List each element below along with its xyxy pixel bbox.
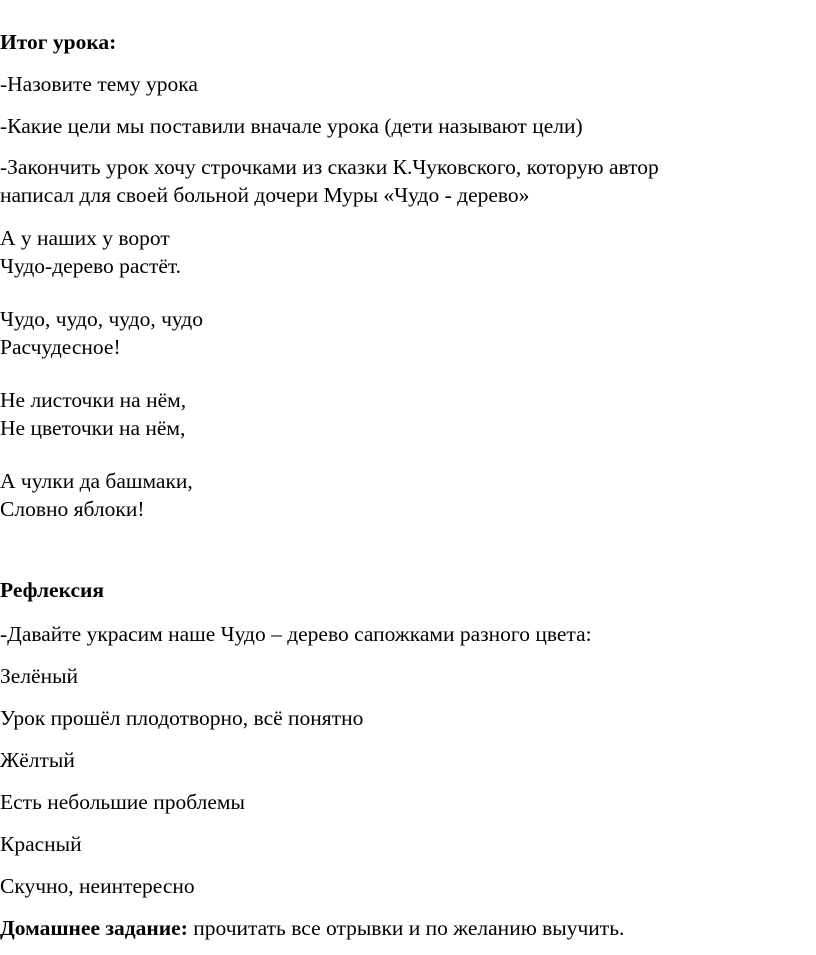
poem-line: Не цветочки на нём, <box>0 416 186 440</box>
reflection-color-red: Красный <box>0 832 82 856</box>
reflection-meaning-green: Урок прошёл плодотворно, всё понятно <box>0 706 364 730</box>
poem-line: Чудо-дерево растёт. <box>0 254 182 278</box>
reflection-meaning-red: Скучно, неинтересно <box>0 874 195 898</box>
homework-label: Домашнее задание: <box>0 916 188 940</box>
homework-text: прочитать все отрывки и по желанию выучить. <box>187 916 625 940</box>
poem-line: Не листочки на нём, <box>0 388 187 412</box>
reflection-intro: -Давайте украсим наше Чудо – дерево сапожками разного цвета: <box>0 622 592 646</box>
reflection-meaning-yellow: Есть небольшие проблемы <box>0 790 245 814</box>
reflection-color-green: Зелёный <box>0 664 79 688</box>
reflection-heading: Рефлексия <box>0 578 105 602</box>
reflection-color-yellow: Жёлтый <box>0 748 75 772</box>
homework-line <box>0 914 624 942</box>
poem-line: Чудо, чудо, чудо, чудо <box>0 307 204 331</box>
closing-line-1: -Закончить урок хочу строчками из сказки К.Чуковского, которую автор <box>0 155 659 179</box>
question-goals: -Какие цели мы поставили вначале урока (дети называют цели) <box>0 114 583 138</box>
poem-line: А у наших у ворот <box>0 226 170 250</box>
poem-line: Расчудесное! <box>0 335 121 359</box>
poem-line: Словно яблоки! <box>0 497 145 521</box>
poem-line: А чулки да башмаки, <box>0 469 193 493</box>
lesson-summary-heading: Итог урока: <box>0 30 117 54</box>
closing-line-2: написал для своей больной дочери Муры «Чудо - дерево» <box>0 183 530 207</box>
question-topic: -Назовите тему урока <box>0 72 198 96</box>
